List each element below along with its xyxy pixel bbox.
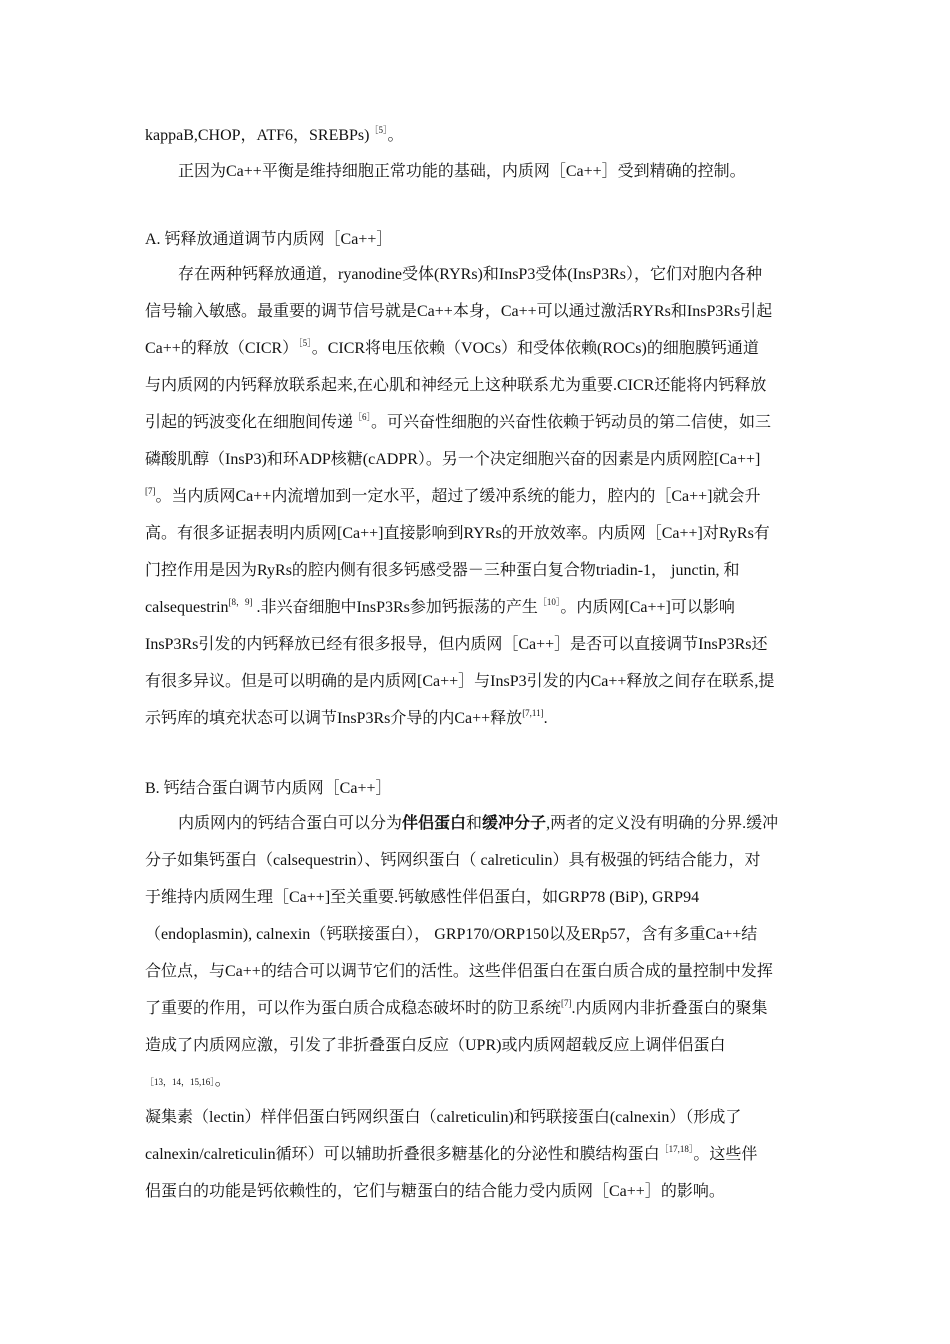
text-line: 凝集素（lectin）样伴侣蛋白钙网织蛋白（calreticulin)和钙联接蛋白(calnexin）（形成了 <box>145 1109 742 1126</box>
text-line: ［13，14，15,16］。 <box>145 1072 231 1089</box>
text-line: 内质网内的钙结合蛋白可以分为伴侣蛋白和缓冲分子,两者的定义没有明确的分界.缓冲 <box>178 815 779 832</box>
section-heading-a: A. 钙释放通道调节内质网［Ca++］ <box>145 231 393 248</box>
text-line: 信号输入敏感。最重要的调节信号就是Ca++本身，Ca++可以通过激活RYRs和InsP3Rs引起 <box>145 303 773 320</box>
text-line: calnexin/calreticulin循环）可以辅助折叠很多糖基化的分泌性和膜结构蛋白$^{[17,18]}$。这些伴 <box>145 1144 758 1163</box>
text-line: 了重要的作用，可以作为蛋白质合成稳态破坏时的防卫系统[7].内质网内非折叠蛋白的聚集 <box>145 998 768 1017</box>
text-line: 高。有很多证据表明内质网[Ca++]直接影响到RYRs的开放效率。内质网［Ca++]对RyRs有 <box>145 525 770 542</box>
text-line: 分子如集钙蛋白（calsequestrin）、钙网织蛋白（ calreticulin）具有极强的钙结合能力，对 <box>145 852 761 869</box>
text-line: 侣蛋白的功能是钙依赖性的，它们与糖蛋白的结合能力受内质网［Ca++］的影响。 <box>145 1183 725 1200</box>
text-line: InsP3Rs引发的内钙释放已经有很多报导，但内质网［Ca++］是否可以直接调节InsP3Rs还 <box>145 636 768 653</box>
text-line: kappaB,CHOP，ATF6，SREBPs)$^{[5]}$。 <box>145 125 404 144</box>
text-line: 有很多异议。但是可以明确的是内质网[Ca++］与InsP3引发的内Ca++释放之间存在联系,提 <box>145 673 775 690</box>
text-line: calsequestrin[8，9] .非兴奋细胞中InsP3Rs参加钙振荡的产生$^{[10]}$。内质网[Ca++]可以影响 <box>145 597 735 616</box>
text-line: 存在两种钙释放通道，ryanodine受体(RYRs)和InsP3受体(InsP3Rs），它们对胞内各种 <box>178 266 763 283</box>
text-line: 于维持内质网生理［Ca++]至关重要.钙敏感性伴侣蛋白，如GRP78 (BiP), GRP94 <box>145 889 700 906</box>
text-line: 正因为Ca++平衡是维持细胞正常功能的基础，内质网［Ca++］受到精确的控制。 <box>178 163 746 180</box>
text-line: 磷酸肌醇（InsP3)和环ADP核糖(cADPR）。另一个决定细胞兴奋的因素是内质网腔[Ca++] <box>145 451 761 468</box>
text-line: 造成了内质网应激，引发了非折叠蛋白反应（UPR)或内质网超载反应上调伴侣蛋白 <box>145 1037 726 1054</box>
text-line: 示钙库的填充状态可以调节InsP3Rs介导的内Ca++释放[7,11]. <box>145 708 548 727</box>
text-line: 门控作用是因为RyRs的腔内侧有很多钙感受器－三种蛋白复合物triadin-1， junctin, 和 <box>145 562 740 579</box>
text-line: [7]。当内质网Ca++内流增加到一定水平，超过了缓冲系统的能力，腔内的［Ca++]就会升 <box>145 486 761 505</box>
text-line: 合位点，与Ca++的结合可以调节它们的活性。这些伴侣蛋白在蛋白质合成的量控制中发挥 <box>145 963 773 980</box>
text-line: 与内质网的内钙释放联系起来,在心肌和神经元上这种联系尤为重要.CICR还能将内钙释放 <box>145 377 767 394</box>
section-heading-b: B. 钙结合蛋白调节内质网［Ca++］ <box>145 780 392 797</box>
text-line: 引起的钙波变化在细胞间传递$^{[6]}$。可兴奋性细胞的兴奋性依赖于钙动员的第二信使，如三 <box>145 412 772 431</box>
text-line: Ca++的释放（CICR）$^{[5]}$。CICR将电压依赖（VOCs）和受体依赖(ROCs)的细胞膜钙通道 <box>145 338 759 357</box>
text-line: （endoplasmin), calnexin（钙联接蛋白）， GRP170/ORP150以及ERp57，含有多重Ca++结 <box>145 926 758 943</box>
